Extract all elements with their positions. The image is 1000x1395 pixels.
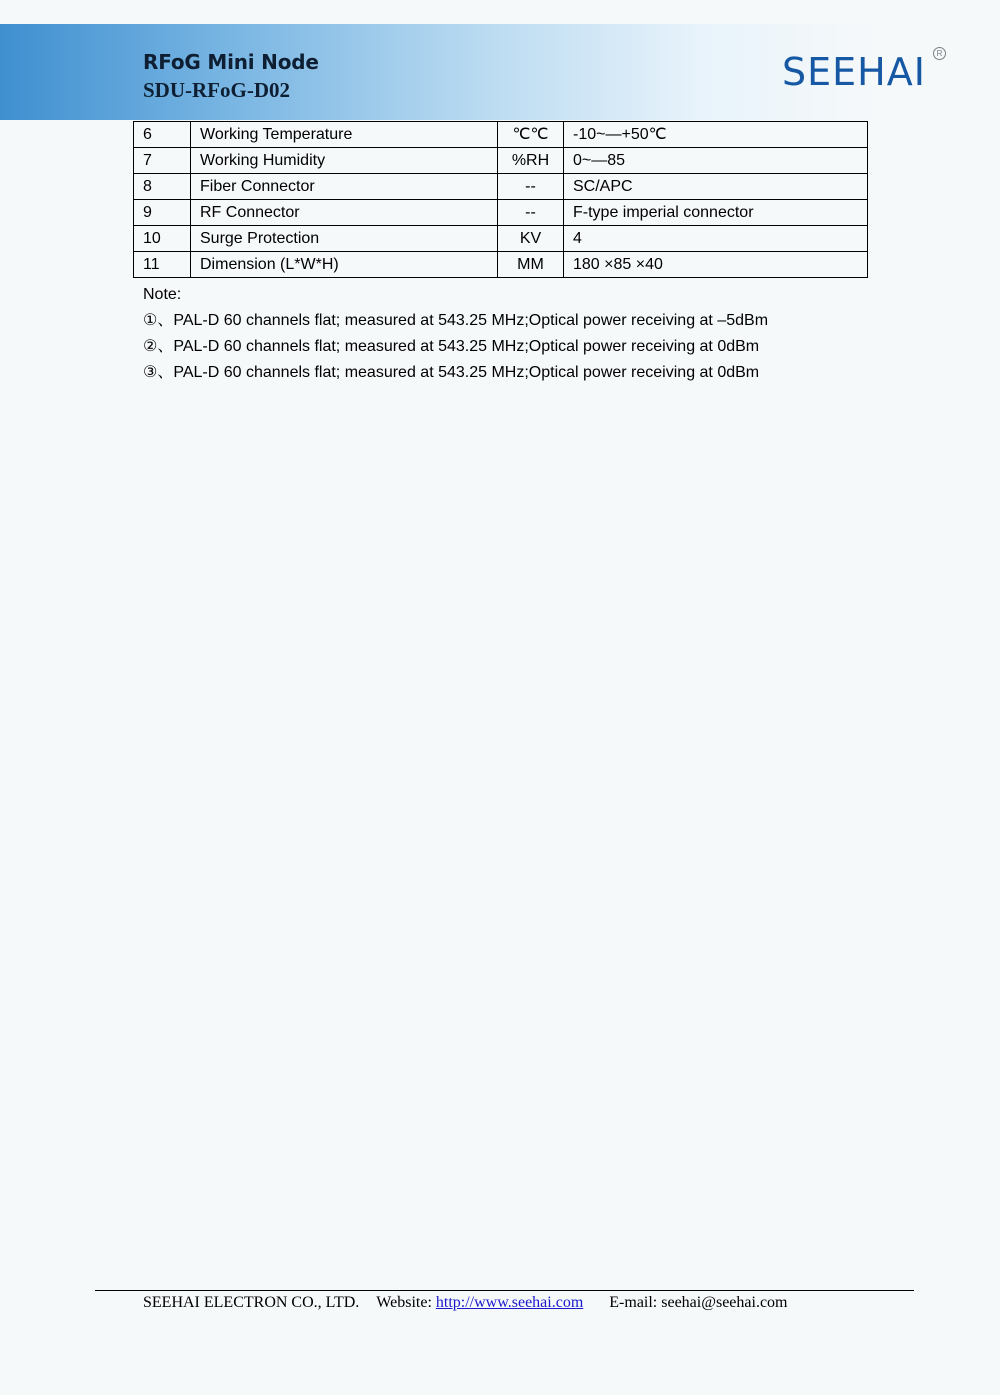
note-item: ①、PAL-D 60 channels flat; measured at 543.25 MHz;Optical power receiving at –5dBm — [143, 312, 769, 329]
row-unit: MM — [498, 252, 564, 278]
footer-website-link[interactable]: http://www.seehai.com — [435, 1294, 584, 1311]
row-number: 10 — [134, 226, 191, 252]
row-item: Fiber Connector — [191, 174, 498, 200]
row-unit: -- — [498, 174, 564, 200]
row-number: 6 — [134, 122, 191, 148]
notes-list — [143, 311, 768, 389]
row-value: SC/APC — [564, 174, 868, 200]
row-item: Working Humidity — [191, 148, 498, 174]
footer — [143, 1294, 787, 1312]
row-unit: KV — [498, 226, 564, 252]
row-number: 8 — [134, 174, 191, 200]
row-unit: ℃℃ — [498, 122, 564, 148]
row-unit: %RH — [498, 148, 564, 174]
row-item: Surge Protection — [191, 226, 498, 252]
note-label: Note: — [143, 286, 182, 303]
table-row — [134, 148, 868, 174]
row-value: F-type imperial connector — [564, 200, 868, 226]
spec-table — [133, 121, 868, 278]
row-value: 0~—85 — [564, 148, 868, 174]
seehai-logo: SEEHAI — [782, 50, 926, 94]
footer-website-label: Website: — [376, 1294, 432, 1311]
row-number: 11 — [134, 252, 191, 278]
table-row — [134, 252, 868, 278]
note-item: ②、PAL-D 60 channels flat; measured at 543.25 MHz;Optical power receiving at 0dBm — [143, 338, 760, 355]
row-value: -10~—+50℃ — [564, 122, 868, 148]
row-item: Dimension (L*W*H) — [191, 252, 498, 278]
row-unit: -- — [498, 200, 564, 226]
footer-email-label: E-mail: — [609, 1294, 658, 1311]
footer-email: seehai@seehai.com — [661, 1294, 788, 1311]
table-row — [134, 200, 868, 226]
table-row — [134, 174, 868, 200]
footer-company: SEEHAI ELECTRON CO., LTD. — [143, 1294, 360, 1311]
document-model: SDU-RFoG-D02 — [143, 78, 290, 102]
row-value: 180 ×85 ×40 — [564, 252, 868, 278]
row-number: 7 — [134, 148, 191, 174]
row-number: 9 — [134, 200, 191, 226]
row-value: 4 — [564, 226, 868, 252]
row-item: RF Connector — [191, 200, 498, 226]
row-item: Working Temperature — [191, 122, 498, 148]
table-row — [134, 226, 868, 252]
note-item: ③、PAL-D 60 channels flat; measured at 543.25 MHz;Optical power receiving at 0dBm — [143, 364, 760, 381]
document-title: RFoG Mini Node — [143, 50, 319, 74]
table-row — [134, 122, 868, 148]
footer-divider — [95, 1290, 914, 1291]
registered-mark-icon: R — [933, 47, 946, 60]
